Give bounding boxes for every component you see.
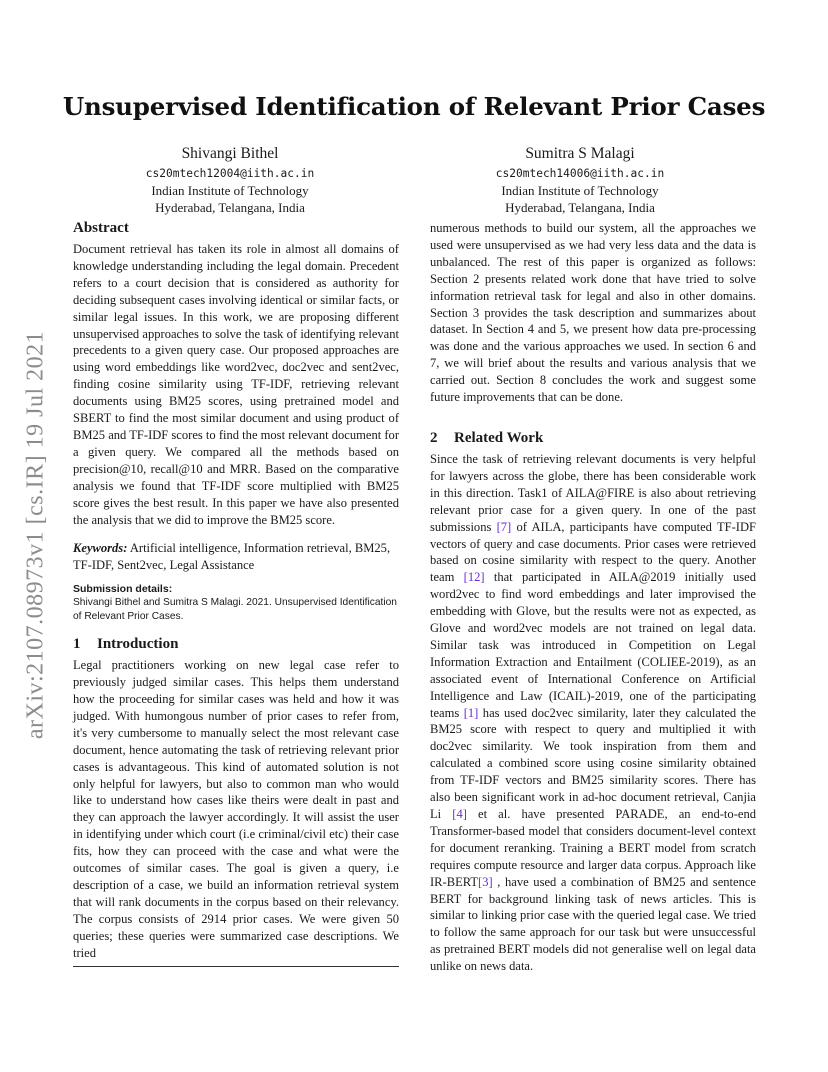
author-affiliation: Indian Institute of Technology bbox=[151, 183, 309, 198]
section-title: Introduction bbox=[97, 636, 179, 653]
introduction-text-left: Legal practitioners working on new legal case refer to previously judged similar cases. This helps them understand how the proceeding for similar cases was held and how it was judged. With humongous number of prior cases to refer from, it's very cumbersome to manually select the most relevant case document, hence automating the task of retrieving relevant prior cases is advantageous. This kind of automated solution is not only helpful for lawyers, but also to common man who would like to understand how cases like theirs were dealt in past and they can approach the lawyer accordingly. It will assist the user in identifying under which court (i.e criminal/civil etc) their case fits, how they can proceed with the case and what were the outcomes of similar cases. The goal is given a query, i.e description of a case, we build an information retrieval system that will rank documents in the corpus based on their relevancy. The corpus consists of 2914 prior cases. We were given 50 queries; these queries were summarized case descriptions. We tried bbox=[73, 658, 399, 960]
introduction-text-right: numerous methods to build our system, all the approaches we used were unsupervised as we had very less data and the data is unbalanced. The rest of this paper is organized as follows: Section 2 presents related work done that have tried to solve information retrieval task for legal and also in other domains. Section 3 provides the task description and summarizes about dataset. In Section 4 and 5, we present how data pre-processing was done and the various approaches we used. In section 6 and 7, we will brief about the results and various analysis that we carried out. Section 8 concludes the work and suggest some future improvements that can be done. bbox=[430, 221, 756, 405]
paper-title: Unsupervised Identification of Relevant Prior Cases bbox=[62, 92, 766, 121]
keywords-text: Artificial intelligence, Information retrieval, BM25, TF-IDF, Sent2vec, Legal Assistance bbox=[73, 541, 391, 573]
right-column bbox=[430, 220, 756, 975]
author-block-1 bbox=[80, 144, 380, 216]
footnote-divider bbox=[73, 966, 399, 967]
author-name: Sumitra S Malagi bbox=[525, 145, 635, 162]
citation-link[interactable]: [3] bbox=[478, 874, 493, 889]
author-affiliation: Indian Institute of Technology bbox=[501, 183, 659, 198]
related-work-heading bbox=[430, 430, 756, 447]
left-column bbox=[73, 220, 399, 967]
section-number: 2 bbox=[430, 429, 438, 446]
abstract-text: Document retrieval has taken its role in almost all domains of knowledge understanding including the legal domain. Precedent refers to a court decision that is considered as authority for deciding subsequent cases involving identical or similar facts, or similar legal issues. In this work, we are proposing different unsupervised approaches to solve the task of identifying relevant precedents to a given query case. Our proposed approaches are using word embeddings like word2vec, doc2vec and sent2vec, finding cosine similarity using TF-IDF, retrieving relevant documents using BM25 scores, using pretrained model and SBERT to find the most similar document and using product of BM25 and TF-IDF scores to find the most relevant document for a given query. We compared all the methods based on precision@10, recall@10 and MRR. Based on the comparative analysis we found that TF-IDF score multiplied with BM25 score gives the best result. In this paper we have also presented the analysis that we did to improve the BM25 score. bbox=[73, 242, 399, 527]
citation-link[interactable]: [1] bbox=[463, 705, 479, 720]
citation-link[interactable]: [4] bbox=[452, 807, 467, 821]
submission-details-label: Submission details: bbox=[73, 583, 173, 596]
submission-details-text: Shivangi Bithel and Sumitra S Malagi. 2021. Unsupervised Identification of Relevant Prior Cases. bbox=[73, 597, 397, 623]
author-email: cs20mtech12004@iith.ac.in bbox=[145, 167, 315, 180]
author-email: cs20mtech14006@iith.ac.in bbox=[495, 167, 665, 180]
keywords bbox=[73, 540, 399, 574]
abstract-heading: Abstract bbox=[73, 220, 129, 236]
arxiv-stamp: arXiv:2107.08973v1 [cs.IR] 19 Jul 2021 bbox=[22, 330, 49, 740]
author-block-2 bbox=[430, 144, 730, 216]
citation-link[interactable]: [7] bbox=[496, 519, 512, 534]
keywords-label: Keywords: bbox=[73, 541, 128, 556]
section-number: 1 bbox=[73, 636, 81, 653]
related-work-text: Since the task of retrieving relevant documents is very helpful for lawyers across the globe, there has been considerable work in this direction. Task1 of AILA@FIRE is also about retrieving relevant prior case for a given query. In one of the past submissions [7] of AILA, participants have computed TF-IDF vectors of query and case documents. Prior cases were retrieved based on cosine similarity with respect to the query. Another team [12] that participated in AILA@2019 initially used word2vec to find word embeddings and later improvised the embedding with Glove, but the results were not as expected, as Glove and word2vec models are not trained on legal data. Similar task was introduced in Competition on Legal Information Extraction and Entailment (COLIEE-2019), as an associated event of International Conference on Artificial Intelligence and Law (ICAIL)-2019, one of the participating teams [1] has used doc2vec similarity, later they calculated the BM25 score with respect to query and multiplied it with doc2vec similarity. We took inspiration from them and calculated a combined score using cosine similarity obtained from TF-IDF vectors and BM25 similarity scores. There has also been significant work in ad-hoc document retrieval, Canjia Li [4] et al. have presented PARADE, an end-to-end Transformer-based model that considers document-level context for document reranking. Training a BERT model from scratch requires compute resource and larger data corpus. Approach like IR-BERT[3] , have used a combination of BM25 and sentence BERT for background linking task of news articles. This is similar to linking prior case with the queried legal case. We tried to follow the same approach for our task but were unsuccessful as pretrained BERT models did not generalise well on legal data unlike on news data. bbox=[430, 451, 756, 974]
author-location: Hyderabad, Telangana, India bbox=[155, 200, 305, 215]
author-location: Hyderabad, Telangana, India bbox=[505, 200, 655, 215]
author-name: Shivangi Bithel bbox=[181, 145, 279, 162]
introduction-heading bbox=[73, 636, 399, 653]
section-title: Related Work bbox=[454, 429, 544, 446]
citation-link[interactable]: [12] bbox=[463, 570, 485, 585]
